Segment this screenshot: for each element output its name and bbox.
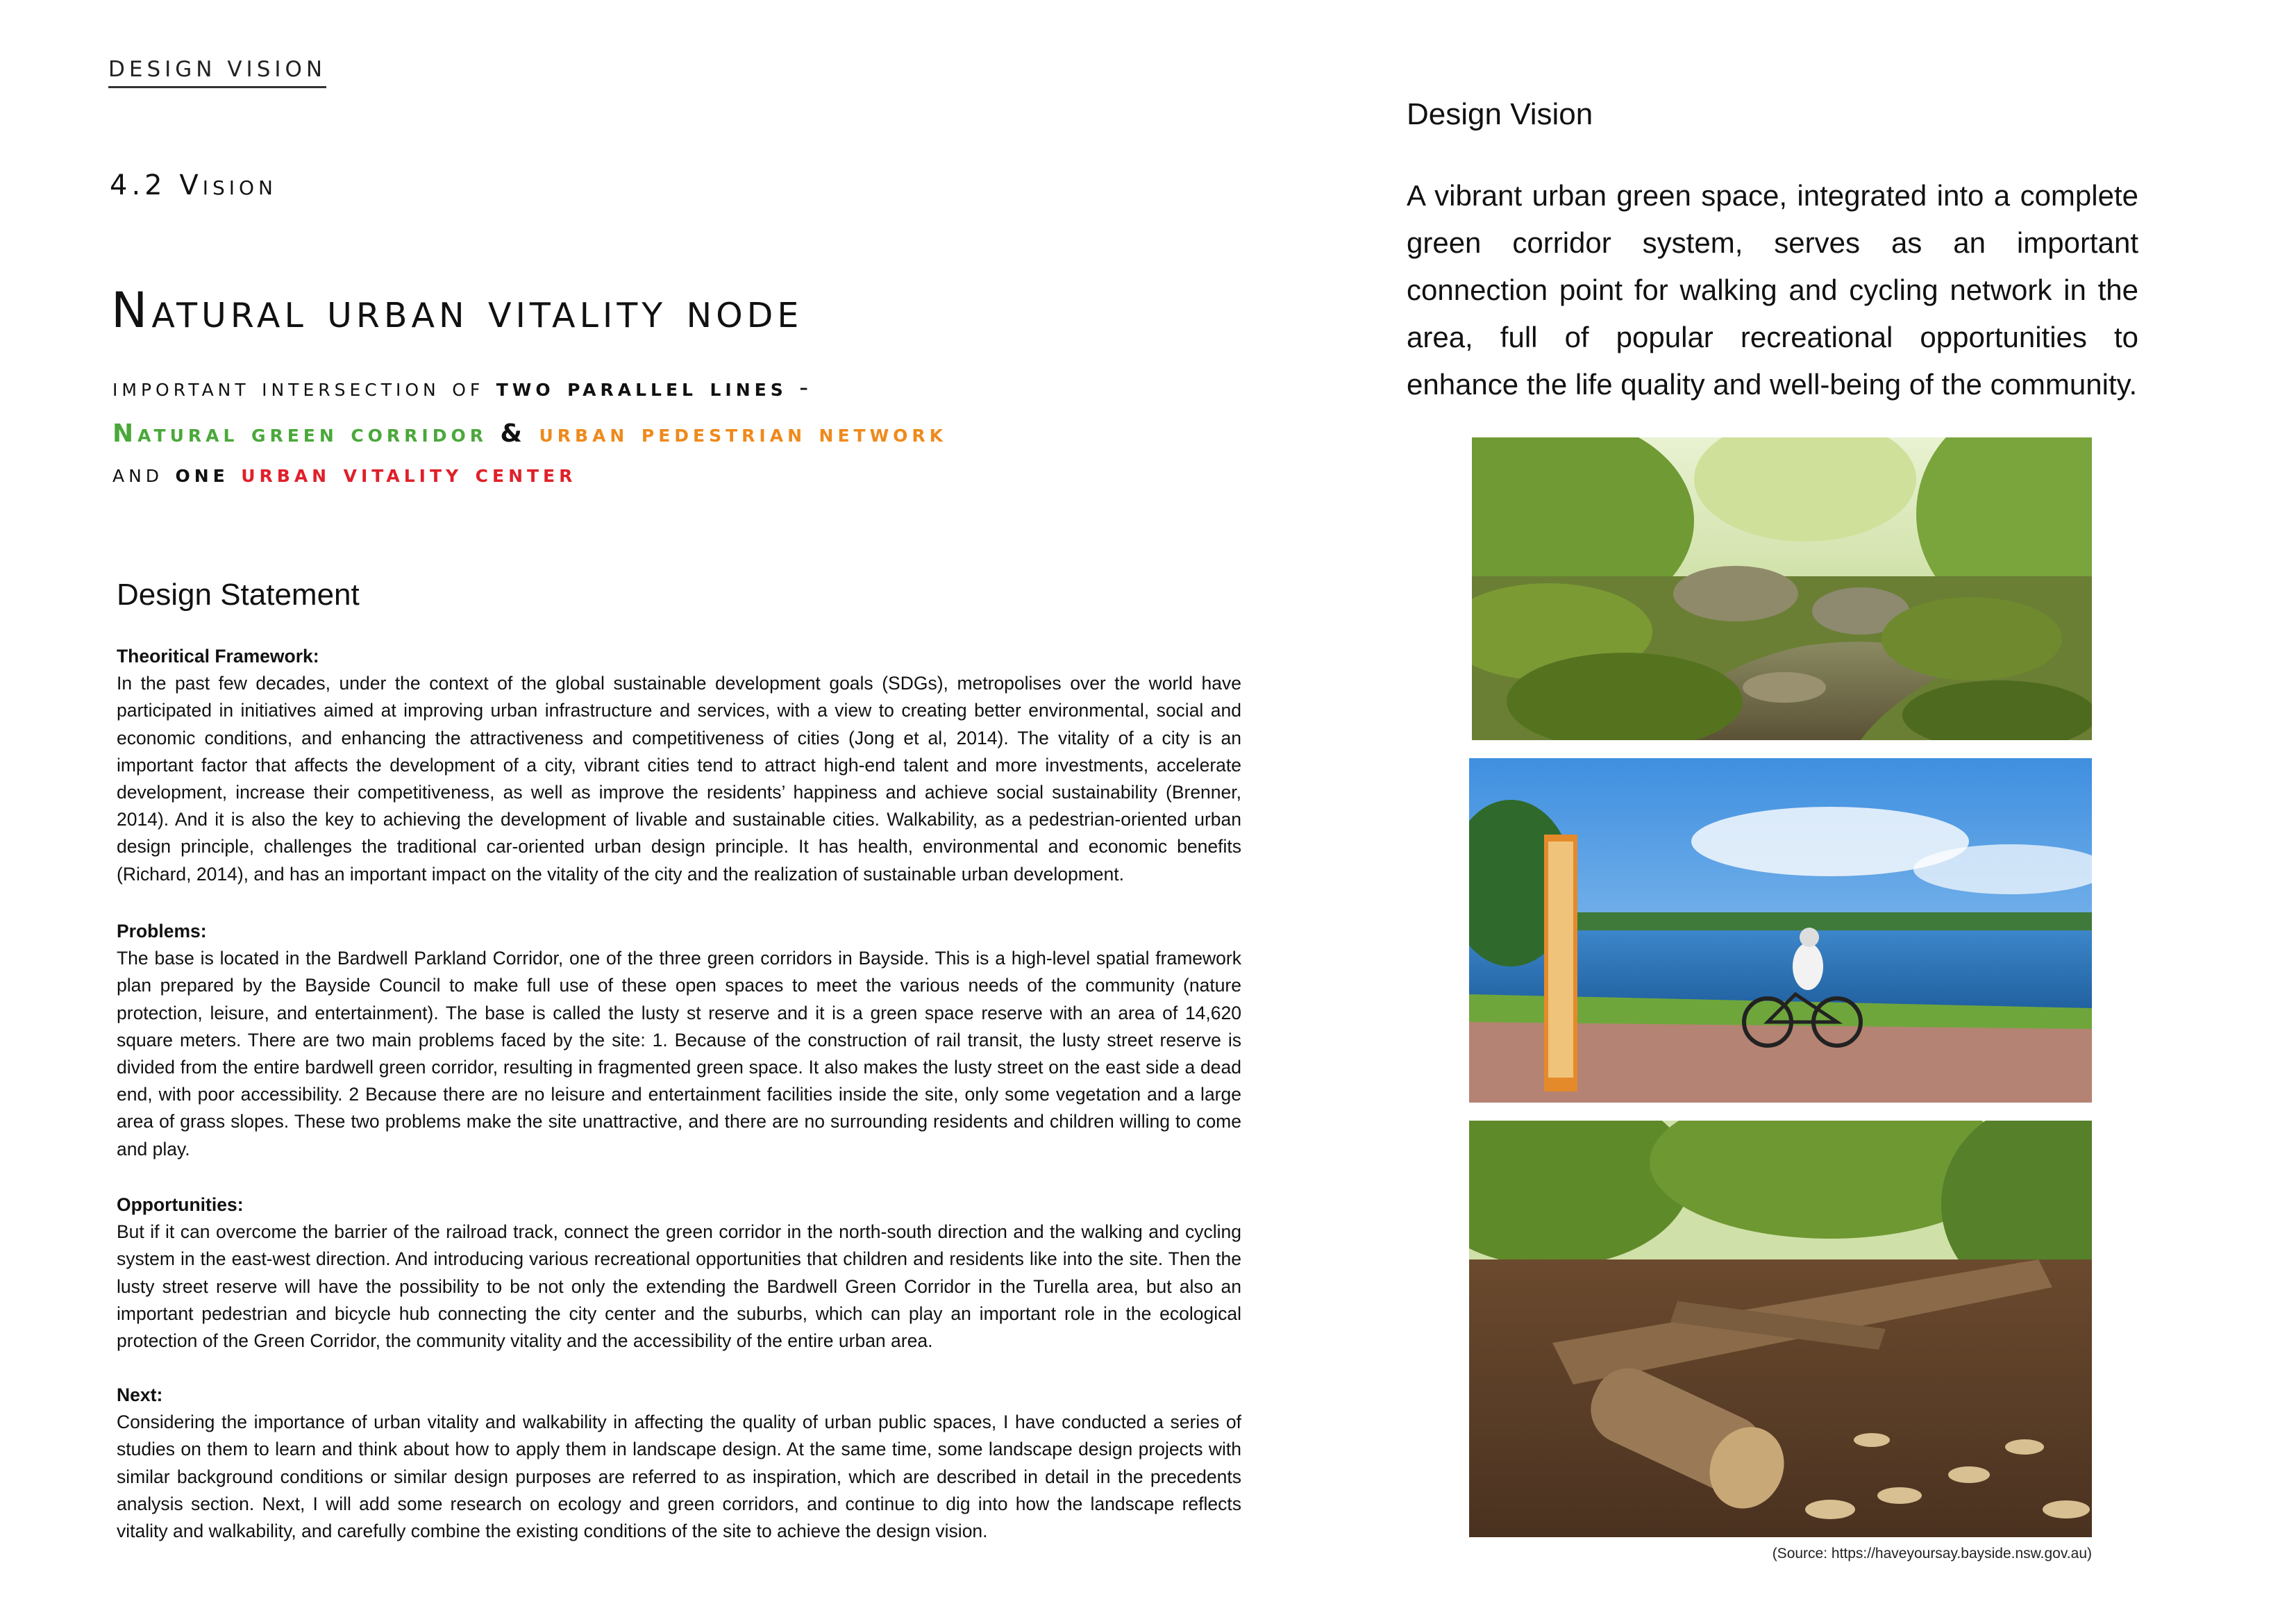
tagline-prefix: important intersection of <box>112 374 496 402</box>
design-vision-text: A vibrant urban green space, integrated into a complete green corridor system, serves as an important connection point for walking and cycling network in the area, full of popular recreational opportunities to enhance the life quality and well-being of the community. <box>1407 179 2138 401</box>
section-text: In the past few decades, under the context of the global sustainable development goals (SDGs), metropolises over the world have participated in initiatives aimed at improving urban infrastructure and services, with a view to creating better environmental, social and economic conditions, and enhancing the attractiveness and competitiveness of cities (Jong et al, 2014). The vitality of a city is an important factor that affects the development of a city, vibrant cities tend to attract high-end talent and more investments, accelerate development, increase their competitiveness, as well as improve the residents’ happiness and achieve social sustainability (Brenner, 2014). And it is also the key to achieving the development of livable and sustainable cities. Walkability, as a pedestrian-oriented urban design principle, challenges the traditional car-oriented urban design principle. It has health, environmental and economic benefits (Richard, 2014), and has an important impact on the vitality of the city and the realization of sustainable urban development. <box>117 673 1241 885</box>
photo-source-credit: (Source: https://haveyoursay.bayside.nsw.gov.au) <box>1772 1546 2092 1562</box>
vitality-center-label: urban vitality center <box>241 460 577 488</box>
green-corridor-label: Natural green corridor <box>112 419 487 448</box>
tagline-one: one <box>175 460 229 488</box>
section-heading: Problems: <box>117 921 207 941</box>
nature-play-photo <box>1469 1121 2092 1537</box>
design-vision-title: Design Vision <box>1407 97 1593 131</box>
section-heading: Theoritical Framework: <box>117 646 319 667</box>
next-section <box>117 1382 1241 1545</box>
tagline-line-3 <box>112 460 576 488</box>
tagline-and: and <box>112 460 176 488</box>
section-tag: DESIGN VISION <box>108 57 326 88</box>
page-title: Natural urban vitality node <box>111 282 803 339</box>
tagline-emphasis: two parallel lines <box>496 374 787 402</box>
opportunities-section <box>117 1191 1241 1355</box>
section-text: Considering the importance of urban vitality and walkability in affecting the quality of urban public spaces, I have conducted a series of studies on them to learn and think about how to apply them in landscape design. At the same time, some landscape design projects with similar background conditions or similar design purposes are referred to as inspiration, which are described in detail in the precedents analysis section. Next, I will add some research on ecology and green corridors, and continue to dig into how the landscape reflects vitality and walkability, and carefully combine the existing conditions of the site to achieve the design vision. <box>117 1412 1241 1542</box>
tagline-suffix: - <box>787 374 813 402</box>
tagline-line-2 <box>112 419 947 448</box>
design-statement-title: Design Statement <box>117 578 360 612</box>
section-text: But if it can overcome the barrier of the railroad track, connect the green corridor in the north-south direction and the walking and cycling system in the east-west direction. And introducing various recreational opportunities that children and residents like into the site. Then the lusty street reserve will have the possibility to be not only the extending the Bardwell Green Corridor in the Turella area, but also an important pedestrian and bicycle hub connecting the city center and the suburbs, which can play an important role in the ecological protection of the Green Corridor, the community vitality and the accessibility of the entire urban area. <box>117 1221 1241 1352</box>
section-text: The base is located in the Bardwell Parkland Corridor, one of the three green corridors in Bayside. This is a high-level spatial framework plan prepared by the Bayside Council to make full use of these open spaces to meet the various needs of the community (nature protection, leisure, and entertainment). The base is called the lusty st reserve and it is a green space reserve with an area of 14,620 square meters. There are two main problems faced by the site: 1. Because of the construction of rail transit, the lusty street reserve is divided from the entire bardwell green corridor, resulting in fragmented green space. It also makes the lusty street on the east side a dead end, with poor accessibility. 2 Because there are no leisure and entertainment facilities inside the site, only some vegetation and a large area of grass slopes. These two problems make the site unattractive, and there are no surrounding residents and children willing to come and play. <box>117 948 1241 1160</box>
problems-section <box>117 918 1241 1163</box>
cyclist-lake-photo <box>1469 758 2092 1103</box>
tagline-line-1 <box>112 374 812 402</box>
section-heading: Next: <box>117 1384 163 1405</box>
pedestrian-network-label: urban pedestrian network <box>539 419 948 448</box>
section-heading: Opportunities: <box>117 1194 244 1215</box>
framework-section <box>117 643 1241 888</box>
ampersand: & <box>487 419 539 448</box>
subsection-heading: 4.2 Vision <box>110 169 277 201</box>
creek-photo <box>1472 437 2092 740</box>
